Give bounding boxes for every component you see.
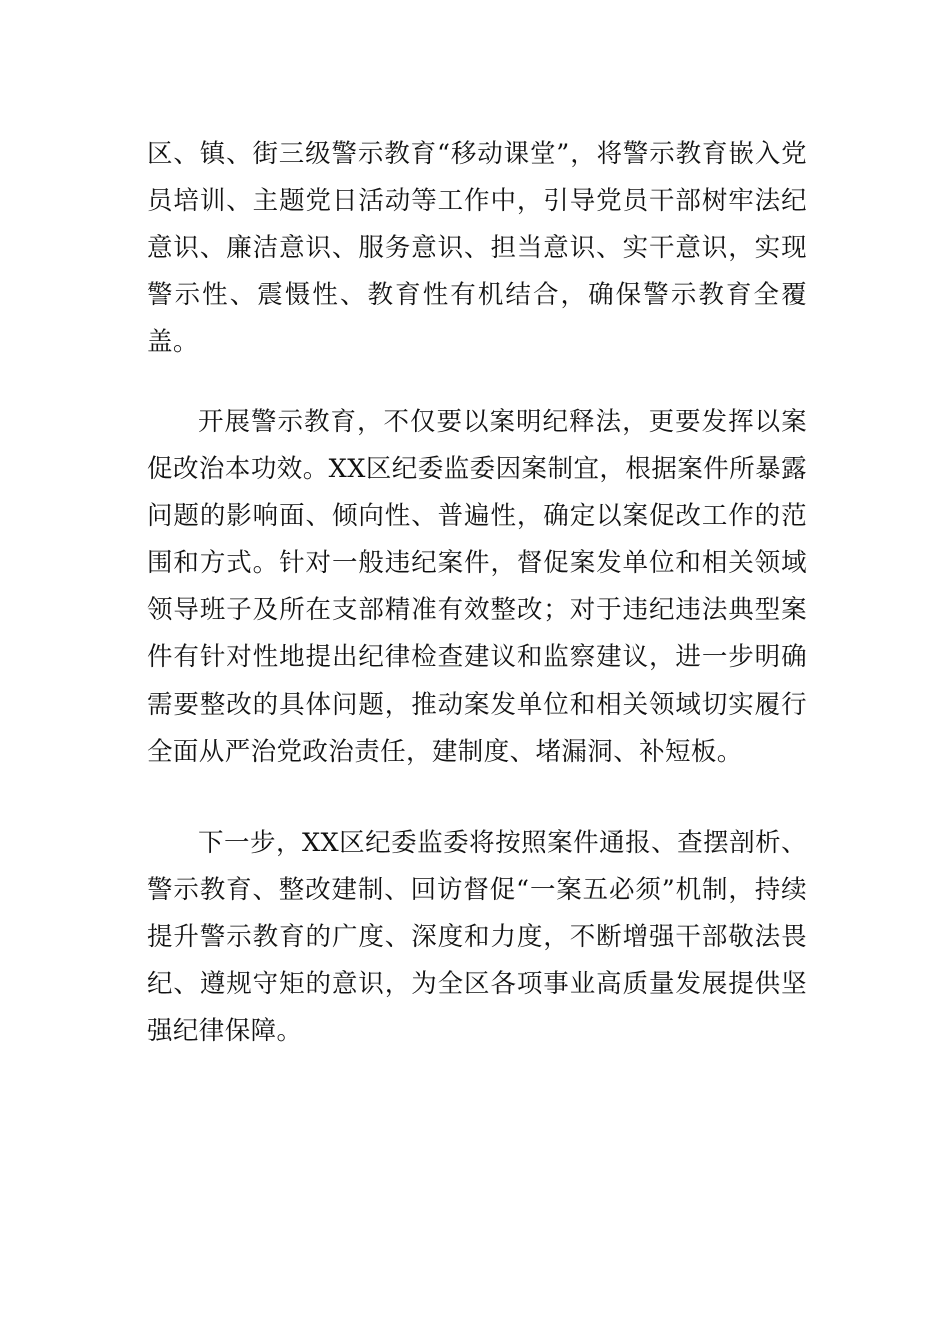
paragraph-case-reform: 开展警示教育，不仅要以案明纪释法，更要发挥以案促改治本功效。XX区纪委监委因案制宜，根据案件所暴露问题的影响面、倾向性、普遍性，确定以案促改工作的范围和方式。针对一般违纪案件，督促案发单位和相关领域领导班子及所在支部精准有效整改；对于违纪违法典型案件有针对性地提出纪律检查建议和监察建议，进一步明确需要整改的具体问题，推动案发单位和相关领域切实履行全面从严治党政治责任，建制度、堵漏洞、补短板。: [147, 407, 807, 767]
paragraph-continuation: 区、镇、街三级警示教育“移动课堂”，将警示教育嵌入党员培训、主题党日活动等工作中，引导党员干部树牢法纪意识、廉洁意识、服务意识、担当意识、实干意识，实现警示性、震慑性、教育性有机结合，确保警示教育全覆盖。: [147, 139, 807, 358]
paragraph-next-steps: 下一步，XX区纪委监委将按照案件通报、查摆剖析、警示教育、整改建制、回访督促“一案五必须”机制，持续提升警示教育的广度、深度和力度，不断增强干部敬法畏纪、遵规守矩的意识，为全区各项事业高质量发展提供坚强纪律保障。: [147, 828, 807, 1047]
